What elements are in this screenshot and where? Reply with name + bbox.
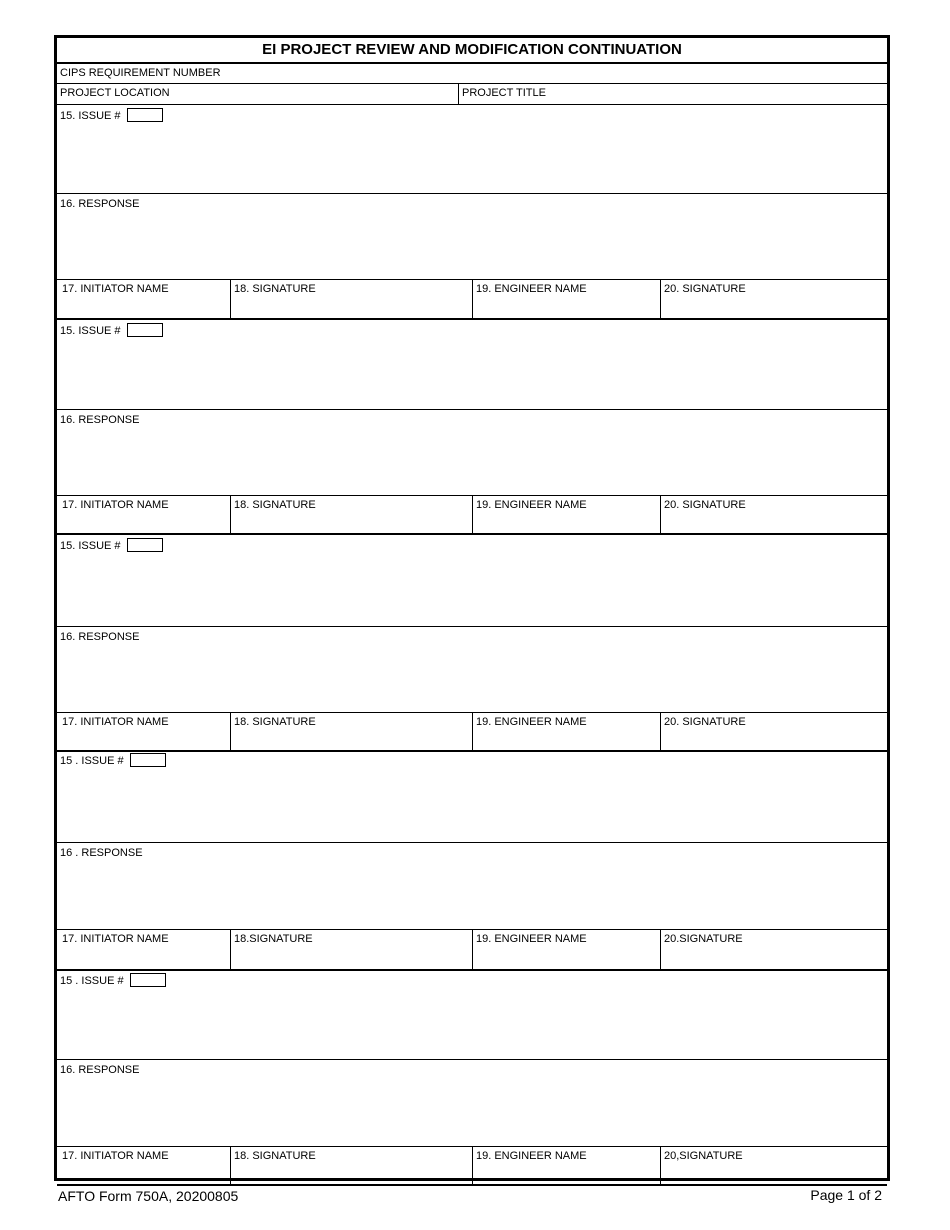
issue-label-text: 15. ISSUE # [60, 110, 121, 122]
initiator-name-cell[interactable] [57, 280, 231, 318]
signature-18-label: 18. SIGNATURE [234, 716, 316, 728]
project-location-field[interactable] [57, 100, 458, 104]
engineer-name-label: 19. ENGINEER NAME [476, 716, 587, 728]
issue-number-field[interactable] [130, 973, 166, 987]
signature-18-cell[interactable] [231, 930, 473, 969]
form-title: EI PROJECT REVIEW AND MODIFICATION CONTINUATION [57, 38, 887, 64]
location-title-row [57, 84, 887, 105]
project-title-cell[interactable] [459, 84, 887, 104]
initiator-name-field[interactable] [57, 1164, 230, 1184]
initiator-name-label: 17. INITIATOR NAME [62, 1150, 169, 1162]
initiator-name-label: 17. INITIATOR NAME [62, 933, 169, 945]
project-title-field[interactable] [459, 100, 887, 104]
signature-18-field[interactable] [231, 297, 472, 318]
signature-18-field[interactable] [231, 1164, 472, 1184]
signature-18-cell[interactable] [231, 280, 473, 318]
initiator-name-label: 17. INITIATOR NAME [62, 499, 169, 511]
signature-20-label: 20. SIGNATURE [664, 716, 746, 728]
engineer-name-cell[interactable] [473, 496, 661, 533]
issue-label [60, 538, 163, 553]
engineer-name-label: 19. ENGINEER NAME [476, 933, 587, 945]
engineer-name-cell[interactable] [473, 280, 661, 318]
response-label: 16. RESPONSE [60, 414, 140, 426]
response-text-field[interactable] [57, 430, 887, 495]
page-number: Page 1 of 2 [810, 1187, 882, 1203]
form-id: AFTO Form 750A, 20200805 [58, 1188, 239, 1204]
signature-20-cell[interactable] [661, 930, 890, 969]
engineer-name-cell[interactable] [473, 930, 661, 969]
signature-20-cell[interactable] [661, 1147, 890, 1184]
response-row [57, 1060, 887, 1147]
issue-row [57, 105, 887, 194]
response-row [57, 410, 887, 496]
issue-text-field[interactable] [57, 125, 887, 193]
issue-row [57, 970, 887, 1060]
initiator-name-field[interactable] [57, 730, 230, 750]
issue-text-field[interactable] [57, 990, 887, 1059]
initiator-name-field[interactable] [57, 513, 230, 533]
signature-20-label: 20. SIGNATURE [664, 499, 746, 511]
initiator-name-cell[interactable] [57, 496, 231, 533]
signature-18-label: 18.SIGNATURE [234, 933, 313, 945]
signature-20-field[interactable] [661, 1164, 890, 1184]
signature-18-field[interactable] [231, 947, 472, 969]
issue-label-text: 15. ISSUE # [60, 540, 121, 552]
issue-text-field[interactable] [57, 770, 887, 842]
cips-label: CIPS REQUIREMENT NUMBER [60, 67, 221, 79]
signature-18-cell[interactable] [231, 1147, 473, 1184]
issue-text-field[interactable] [57, 340, 887, 409]
signature-row [57, 713, 887, 752]
response-row [57, 843, 887, 930]
response-label: 16. RESPONSE [60, 1064, 140, 1076]
issue-text-field[interactable] [57, 555, 887, 626]
response-text-field[interactable] [57, 1080, 887, 1146]
response-row [57, 627, 887, 713]
initiator-name-field[interactable] [57, 297, 230, 318]
signature-20-field[interactable] [661, 513, 890, 533]
initiator-name-label: 17. INITIATOR NAME [62, 283, 169, 295]
issue-label [60, 973, 166, 988]
initiator-name-label: 17. INITIATOR NAME [62, 716, 169, 728]
signature-18-field[interactable] [231, 513, 472, 533]
signature-20-label: 20.SIGNATURE [664, 933, 743, 945]
signature-18-cell[interactable] [231, 713, 473, 750]
engineer-name-label: 19. ENGINEER NAME [476, 499, 587, 511]
issue-number-field[interactable] [130, 753, 166, 767]
response-label: 16. RESPONSE [60, 198, 140, 210]
signature-row [57, 1147, 887, 1186]
issue-row [57, 320, 887, 410]
issue-row [57, 750, 887, 843]
issue-label [60, 753, 166, 768]
engineer-name-field[interactable] [473, 730, 660, 750]
form [54, 35, 890, 1181]
signature-20-cell[interactable] [661, 713, 890, 750]
issue-label-text: 15 . ISSUE # [60, 755, 124, 767]
signature-20-label: 20. SIGNATURE [664, 283, 746, 295]
engineer-name-label: 19. ENGINEER NAME [476, 283, 587, 295]
signature-20-cell[interactable] [661, 280, 890, 318]
signature-18-field[interactable] [231, 730, 472, 750]
signature-20-field[interactable] [661, 730, 890, 750]
signature-18-label: 18. SIGNATURE [234, 283, 316, 295]
engineer-name-field[interactable] [473, 513, 660, 533]
initiator-name-field[interactable] [57, 947, 230, 969]
response-label: 16 . RESPONSE [60, 847, 143, 859]
signature-18-label: 18. SIGNATURE [234, 1150, 316, 1162]
issue-label-text: 15 . ISSUE # [60, 975, 124, 987]
engineer-name-cell[interactable] [473, 713, 661, 750]
issue-number-field[interactable] [127, 538, 163, 552]
signature-20-field[interactable] [661, 297, 890, 318]
issue-number-field[interactable] [127, 323, 163, 337]
project-title-label: PROJECT TITLE [462, 87, 546, 99]
signature-20-label: 20,SIGNATURE [664, 1150, 743, 1162]
response-text-field[interactable] [57, 647, 887, 712]
project-location-label: PROJECT LOCATION [60, 87, 170, 99]
signature-18-cell[interactable] [231, 496, 473, 533]
signature-20-cell[interactable] [661, 496, 890, 533]
issue-label-text: 15. ISSUE # [60, 325, 121, 337]
issue-label [60, 323, 163, 338]
signature-row [57, 280, 887, 320]
issue-row [57, 535, 887, 627]
signature-20-field[interactable] [661, 947, 890, 969]
initiator-name-cell[interactable] [57, 713, 231, 750]
response-text-field[interactable] [57, 863, 887, 929]
initiator-name-cell[interactable] [57, 1147, 231, 1184]
signature-row [57, 930, 887, 971]
engineer-name-cell[interactable] [473, 1147, 661, 1184]
engineer-name-label: 19. ENGINEER NAME [476, 1150, 587, 1162]
project-location-cell[interactable] [57, 84, 459, 104]
response-label: 16. RESPONSE [60, 631, 140, 643]
engineer-name-field[interactable] [473, 947, 660, 969]
response-text-field[interactable] [57, 214, 887, 279]
initiator-name-cell[interactable] [57, 930, 231, 969]
signature-row [57, 496, 887, 535]
cips-field[interactable] [57, 80, 887, 83]
engineer-name-field[interactable] [473, 297, 660, 318]
cips-row[interactable] [57, 64, 887, 84]
response-row [57, 194, 887, 280]
engineer-name-field[interactable] [473, 1164, 660, 1184]
issue-label [60, 108, 163, 123]
signature-18-label: 18. SIGNATURE [234, 499, 316, 511]
issue-number-field[interactable] [127, 108, 163, 122]
